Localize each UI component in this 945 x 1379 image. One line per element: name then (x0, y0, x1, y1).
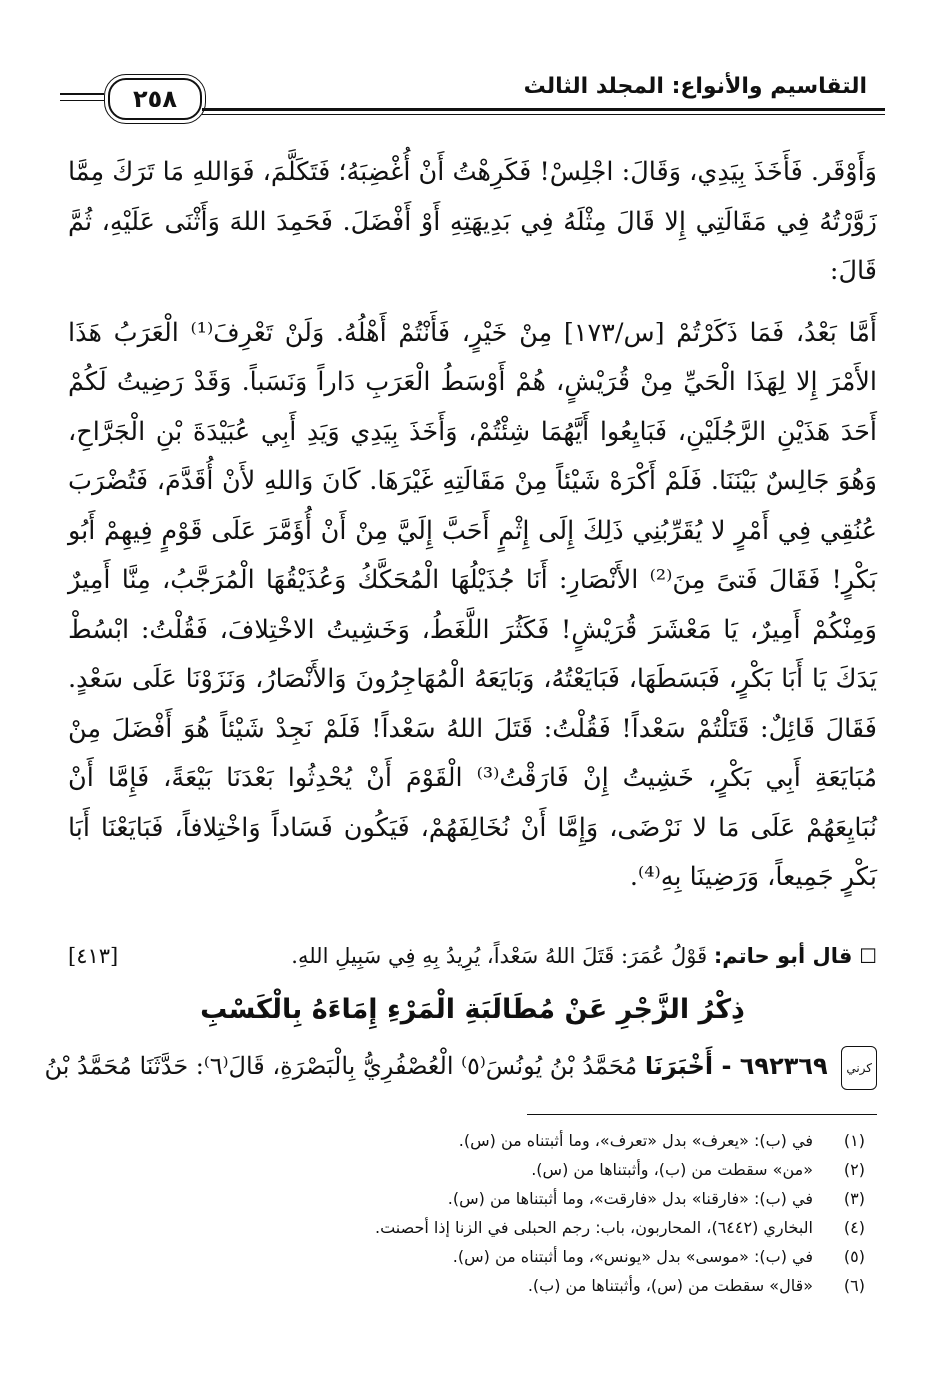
footnote (68, 1213, 865, 1242)
footnote (68, 1184, 865, 1213)
footnote-number: (١) (843, 1131, 865, 1150)
page-number: ٢٥٨ (108, 78, 202, 120)
footnote (68, 1155, 865, 1184)
page-header (60, 68, 885, 132)
running-title: التقاسيم والأنواع: المجلد الثالث (523, 74, 867, 99)
paragraph-2: أَمَّا بَعْدُ، فَمَا ذَكَرْتُمْ [س/١٧٣] مِنْ خَيْرٍ، فَأَنْتُمْ أَهْلُهُ. وَلَنْ تَعْرِفَ⁽¹⁾ الْعَرَبُ هَذَا الأَمْرَ إِلا لِهَذَا الْحَيِّ مِنْ قُرَيْشٍ، هُمْ أَوْسَطُ الْعَرَبِ دَاراً وَنَسَباً. وَقَدْ رَضِيتُ لَكُمْ أَحَدَ هَذَيْنِ الرَّجُلَيْنِ، فَبَايِعُوا أَيَّهُمَا شِئْتُمْ، وَأَخَذَ بِيَدِي وَيَدِ أَبِي عُبَيْدَةَ بْنِ الْجَرَّاحِ، وَهُوَ جَالِسٌ بَيْنَنَا. فَلَمْ أَكْرَهْ شَيْئاً مِنْ مَقَالَتِهِ غَيْرَهَا. كَانَ وَاللهِ لأَنْ أُقَدَّمَ، فَتُضْرَبَ عُنُقِي فِي أَمْرٍ لا يُقَرِّبُنِي ذَلِكَ إِلَى إِثْمٍ أَحَبَّ إِلَيَّ مِنْ أَنْ أُؤَمَّرَ عَلَى قَوْمٍ فِيهِمْ أَبُو بَكْرٍ! فَقَالَ فَتىً مِنَ⁽²⁾ الأَنْصَارِ: أَنَا جُذَيْلُهَا الْمُحَكَّكُ وَعُذَيْقُهَا الْمُرَجَّبُ، مِنَّا أَمِيرٌ وَمِنْكُمْ أَمِيرٌ، يَا مَعْشَرَ قُرَيْشٍ! فَكَثُرَ اللَّغَطُ، وَخَشِيتُ الاخْتِلافَ، فَقُلْتُ: ابْسُطْ يَدَكَ يَا أَبَا بَكْرٍ، فَبَسَطَهَا، فَبَايَعْتُهُ، وَبَايَعَهُ الْمُهَاجِرُونَ وَالأَنْصَارُ، وَنَزَوْنَا عَلَى سَعْدٍ. فَقَالَ قَائِلٌ: قَتَلْتُمْ سَعْداً! فَقُلْتُ: قَتَلَ اللهُ سَعْداً! فَلَمْ نَجِدْ شَيْئاً هُوَ أَفْضَلَ مِنْ مُبَايَعَةِ أَبِي بَكْرٍ، خَشِيتُ إِنْ فَارَقْتُ⁽³⁾ الْقَوْمَ أَنْ يُحْدِثُوا بَعْدَنَا بَيْعَةً، فَإِمَّا أَنْ نُبَايِعَهُمْ عَلَى مَا لا نَرْضَى، وَإِمَّا أَنْ نُخَالِفَهُمْ، فَيَكُون فَسَاداً وَاخْتِلافاً، فَبَايَعْنَا أَبَا بَكْرٍ جَمِيعاً، وَرَضِينَا بِهِ⁽⁴⁾. (68, 317, 878, 892)
note-text: قَوْلُ عُمَرَ: قَتَلَ اللهُ سَعْداً، يُرِيدُ بِهِ فِي سَبِيلِ اللهِ. (291, 944, 708, 968)
footnotes (68, 1126, 865, 1300)
footnote (68, 1126, 865, 1155)
header-rule-left-thin (60, 100, 104, 101)
footnote-number: (٥) (843, 1247, 865, 1266)
footnote (68, 1242, 865, 1271)
footnote-number: (٦) (843, 1276, 865, 1295)
square-marker-icon: ☐ (859, 944, 877, 968)
hadith-number: ٦٩٢٣٦٩ - أَخْبَرَنَا (644, 1052, 828, 1080)
footnote-text: البخاري (٦٤٤٢)، المحاربون، باب: رجم الحبلى في الزنا إذا أحصنت. (374, 1218, 813, 1237)
main-text (68, 148, 877, 903)
footnote-text: في (ب): «موسى» بدل «يونس»، وما أثبتناه من (س). (452, 1247, 813, 1266)
section-heading: ذِكْرُ الزَّجْرِ عَنْ مُطَالَبَةِ الْمَرْءِ إِمَاءَهُ بِالْكَسْبِ (200, 994, 745, 1025)
abu-hatim-note (68, 939, 877, 973)
header-rule (202, 108, 885, 111)
footnote-number: (٢) (843, 1160, 865, 1179)
note-content (291, 939, 877, 973)
footnote-divider (527, 1114, 877, 1115)
footnote (68, 1271, 865, 1300)
footnote-text: في (ب): «فارقنا» بدل «فارقت»، وما أثبتناها من (س). (447, 1189, 813, 1208)
footnote-number: (٤) (843, 1218, 865, 1237)
note-label: قال أبو حاتم: (713, 944, 853, 968)
footnote-text: «قال» سقطت من (س)، وأثبتناها من (ب). (527, 1276, 813, 1295)
header-rule-thin (202, 114, 885, 115)
footnote-text: «من» سقطت من (ب)، وأثبتناها من (س). (531, 1160, 813, 1179)
footnote-text: في (ب): «يعرف» بدل «تعرف»، وما أثبتناه من (س). (458, 1131, 813, 1150)
note-reference: [٤١٣] (68, 944, 119, 968)
header-rule-left (60, 93, 104, 95)
footnote-number: (٣) (843, 1189, 865, 1208)
hadith-start (44, 1045, 877, 1090)
paragraph-1: وَأَوْقَر. فَأَخَذَ بِيَدِي، وَقَالَ: اجْلِسْ! فَكَرِهْتُ أَنْ أُغْضِبَهُ؛ فَتَكَلَّمَ، فَوَاللهِ مَا تَرَكَ مِمَّا زَوَّرْتُهُ فِي مَقَالَتِي إِلا قَالَ مِثْلَهُ فِي بَدِيهَتِهِ أَوْ أَفْضَلَ. فَحَمِدَ اللهَ وَأَثْنَى عَلَيْهِ، ثُمَّ قَالَ: (68, 157, 877, 286)
hadith-text: مُحَمَّدُ بْنُ يُونُسَ⁽٥⁾ الْعُصْفُرِيُّ بِالْبَصْرَةِ، قَالَ⁽٦⁾: حَدَّثَنَا مُحَمَّدُ بْنُ (44, 1052, 638, 1080)
hadith-badge-icon: كرني (841, 1046, 877, 1090)
